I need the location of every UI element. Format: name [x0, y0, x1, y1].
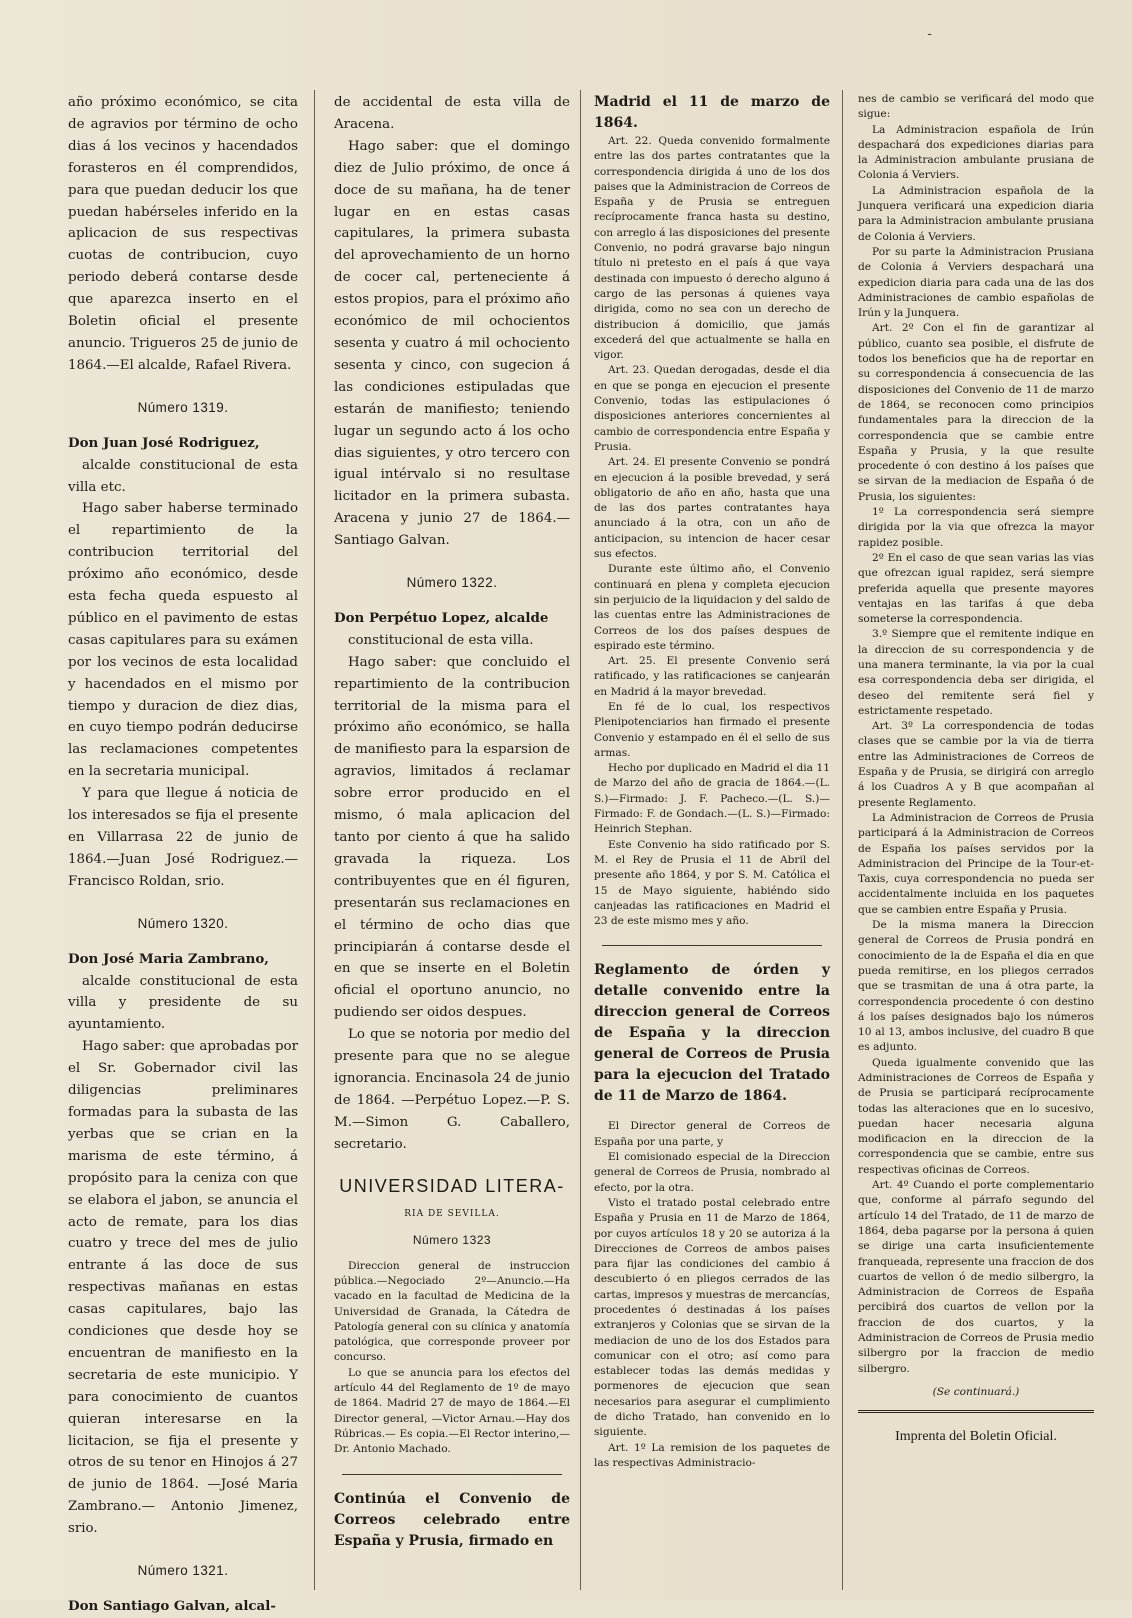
article-text: La Administracion española de la Junquera verificará una expedicion diaria para la Administracion ambulante prusiana de Colonia á Verviers. — [858, 184, 1094, 243]
article-text: Art. 4º Cuando el porte complementario que, conforme al párrafo segundo del artículo 14 del Tratado, de 11 de marzo de 1864, deba pagarse por la persona á quien se dirige una carta insuficientemente franqueada, represente una fraccion de dos cuartos de vellon ó de medio silbergro, la Administracion de Correos de España percibirá dos cuartos de vellon por la fraccion de dos cuartos, y la Administracion de Correos de Prusia medio silbergro por la fraccion de medio silbergro. — [858, 1179, 1094, 1375]
section-title: Madrid el 11 de marzo de 1864. — [594, 94, 830, 131]
article-text: La Administracion española de Irún despachará dos expediciones diarias para la Administracion ambulante prusiana de Colonia á Verviers. — [858, 123, 1094, 182]
official-role: constitucional de esta villa. — [348, 632, 534, 648]
column-4 — [858, 92, 1094, 1600]
article-text: Art. 23. Quedan derogadas, desde el dia en que se ponga en ejecucion el presente Convenio, todas las estipulaciones ó disposiciones anteriores concernientes al cambio de correspondencia entre España y Prusia. — [594, 364, 830, 453]
article-text: Por su parte la Administracion Prusiana de Colonia á Verviers despachará una expedicion diaria para cada una de las dos Administraciones de cambio españolas de Irún y la Junquera. — [858, 245, 1094, 320]
article-text: Art. 25. El presente Convenio será ratificado, y las ratificaciones se canjearán en Madrid á la mayor brevedad. — [594, 655, 830, 698]
section-title: Continúa el Convenio de Correos celebrado entre España y Prusia, firmado en — [334, 1490, 570, 1549]
article-text: Art. 1º La remision de los paquetes de las respectivas Administracio- — [594, 1441, 830, 1469]
article-text: En fé de lo cual, los respectivos Plenipotenciarios han firmado el presente Convenio y estampado en él el sello de sus armas. — [594, 700, 830, 759]
article-text: Hecho por duplicado en Madrid el dia 11 de Marzo del año de gracia de 1864.—(L. S.)—Firmado: J. F. Pacheco.—(L. S.)—Firmado: F. de Gondach.—(L. S.)—Firmado: Heinrich Stephan. — [594, 762, 830, 836]
section-title: Reglamento de órden y detalle convenido entre la direccion general de Correos de España y la direccion general de Correos de Prusia para la ejecucion del Tratado de 11 de Marzo de 1864. — [594, 962, 830, 1105]
article-text: Este Convenio ha sido ratificado por S. M. el Rey de Prusia el 11 de Abril del presente año 1864, y por S. M. Católica el 15 de Mayo siguiente, habiéndo sido canjeadas las ratificaciones en Madrid el 23 de este mismo mes y año. — [594, 838, 830, 928]
official-role: alcalde constitucional de esta villa y presidente de su ayuntamiento. — [68, 973, 298, 1033]
page-mark: - — [927, 26, 932, 42]
announcement-text: Hago saber: que concluido el repartimiento de la contribucion territorial de la misma para el próximo año económico, se halla de manifiesto para la esparsion de agravios, limitados á reclamar sobre error producido en el mismo, ó mala aplicacion del tanto por ciento á que ha salido gravada la riqueza. Los contribuyentes que en él figuren, presentarán sus reclamaciones en el término de ocho dias que principiarán á contarse desde el en que se inserte en el Boletin oficial el oportuno anuncio, no pudiendo ser oidos despues. — [334, 654, 570, 1021]
article-text: Visto el tratado postal celebrado entre España y Prusia en 11 de Marzo de 1864, por cuyos artículos 18 y 20 se autoriza á la Direcciones de Correos de ambos paises para fijar las condiciones del cambio á descubierto ó en pliegos cerrados de las cartas, impresos y muestras de mercancías, procedentes ó destinadas á los países extranjeros y Colonias que se sirvan de la mediacion de uno de los dos Estados para comunicar con el otro; así como para establecer todas las demás medidas y pormenores de ejecucion que sean necesarios para asegurar el cumplimiento de dicho Tratado, han convenido en lo siguiente. — [594, 1196, 830, 1439]
university-heading: UNIVERSIDAD LITERA- — [339, 1175, 565, 1196]
announcement-number: Número 1322. — [406, 575, 498, 591]
official-name: Don Juan José Rodriguez, — [68, 434, 260, 451]
section-divider — [342, 1474, 562, 1475]
column-1 — [68, 92, 298, 1614]
article-text: 3.º Siempre que el remitente indique en la direccion de su correspondencia y de una manera terminante, la via por la cual esa correspondencia deba ser dirigida, el deseo del remitente será fiel y estrictamente respetado. — [858, 628, 1094, 717]
footer-divider — [858, 1410, 1094, 1413]
article-text: La Administracion de Correos de Prusia participará á la Administracion de Correos de España los países servidos por la Administracion del Principe de la Tour-et-Taxis, cuya correspondencia no pueda ser accidentalmente incluida en los paquetes que se cambien entre España y Prusia. — [858, 811, 1094, 916]
announcement-text: Lo que se notoria por medio del presente para que no se alegue ignorancia. Encinasola 24 de junio de 1864. —Perpétuo Lopez.—P. S. M.—Simon G. Caballero, secretario. — [334, 1027, 570, 1152]
announcement-text: de accidental de esta villa de Aracena. — [334, 95, 570, 132]
announcement-text: Hago saber haberse terminado el repartimiento de la contribucion territorial del próximo año económico, desde esta fecha queda espuesto al público en el pavimento de estas casas capitulares para su exámen por los vecinos de esta localidad y hacendados en el mismo por tiempo y duracion de diez dias, en cuyo tiempo podrán deducirse las reclamaciones competentes en la secretaria municipal. — [68, 501, 298, 780]
official-role: alcalde constitucional de esta villa etc. — [68, 457, 298, 495]
section-divider — [602, 945, 822, 946]
column-3 — [594, 92, 830, 1600]
article-text: Art. 2º Con el fin de garantizar al público, cuanto sea posible, el disfrute de todos los beneficios que ha de reportar en su correspondencia á consecuencia de las disposiciones del Convenio de 11 de marzo de 1864, se reconocen como principios fundamentales para la direccion de la correspondencia que se cambie entre España y Prusia, y la que resulte procedente ó con destino á los países que se sirvan de la mediacion de España ó de Prusia, los siguientes: — [858, 322, 1094, 503]
announcement-text: Direccion general de instruccion pública.—Negociado 2º—Anuncio.—Ha vacado en la facultad de Medicina de la Universidad de Granada, la Cátedra de Patología general con su clínica y anatomía patológica, que corresponde proveer por concurso. — [334, 1259, 570, 1364]
continuation-note: (Se continuará.) — [932, 1385, 1020, 1398]
announcement-number: Número 1320. — [137, 915, 229, 931]
announcement-number: Número 1323 — [412, 1233, 492, 1248]
article-text: Art. 22. Queda convenido formalmente entre las dos partes contratantes que la correspondencia dirigida á uno de los dos paises que la Administracion de Correos de España y de Prusia se entreguen recíprocamente franca hasta su destino, con arreglo á las disposiciones del presente Convenio, no podrá gravarse bajo ningun título ni pretesto en el país á que vaya destinada con impuesto ó derecho alguno á cargo de las personas á quienes vaya dirigida, como no sea con un derecho de distribucion á domicilio, que jamás excederá del que actualmente se halla en vigor. — [594, 135, 830, 362]
official-name: Don Santiago Galvan, alcal- — [68, 1598, 276, 1614]
announcement-text: año próximo económico, se cita de agravios por término de ocho dias á los vecinos y hacendados forasteros en él comprendidos, para que puedan deducir los que puedan habérseles inferido en la aplicacion de sus respectivas cuotas de contribucion, cuyo periodo deberá contarse desde que aparezca inserto en el Boletin oficial el presente anuncio. Trigueros 25 de junio de 1864.—El alcalde, Rafael Rivera. — [68, 95, 298, 373]
column-rule — [842, 90, 843, 1590]
official-name: Don José Maria Zambrano, — [68, 950, 269, 967]
announcement-text: Hago saber: que aprobadas por el Sr. Gobernador civil las diligencias preliminares formadas para la subasta de las yerbas que se crian en la marisma de este término, á propósito para la ceniza con que se elabora el jabon, se anuncia el acto de remate, para los dias cuatro y trece del mes de julio entrante á las doce de sus respectivas mañanas en estas casas capitulares, bajo las condiciones que desde hoy se encuentran de manifiesto en la secretaria de este municipio. Y para conocimiento de cuantos quieran interesarse en la licitacion, se fija el presente y otros de su tenor en Hinojos á 27 de junio de 1864. —José Maria Zambrano.— Antonio Jimenez, srio. — [68, 1039, 298, 1537]
announcement-text: Hago saber: que el domingo diez de Julio próximo, de once á doce de su mañana, ha de tener lugar en en estas casas capitulares, la primera subasta del aprovechamiento de un horno de cocer cal, perteneciente á estos propios, para el próximo año económico de mil ochocientos sesenta y cuatro á mil ochociento sesenta y cinco, con sugecion á las condiciones estipuladas que estarán de manifiesto; teniendo lugar un segundo acto á los ocho dias siguientes, y otro tercero con igual intérvalo si no resultase licitador en la primera subasta. Aracena y junio 27 de 1864.—Santiago Galvan. — [334, 138, 570, 549]
article-text: Art. 3º La correspondencia de todas clases que se cambie por la via de tierra entre las Administraciones de Correos de España y de Prusia, se dirigirá con arreglo á los Cuadros A y B que acompañan al presente Reglamento. — [858, 720, 1094, 809]
announcement-text: Lo que se anuncia para los efectos del artículo 44 del Reglamento de 1º de mayo de 1864. Madrid 27 de mayo de 1864.—El Director general, —Victor Arnau.—Hay dos Rúbricas.— Es copia.—El Rector interino,—Dr. Antonio Machado. — [334, 1366, 570, 1456]
article-text: El comisionado especial de la Direccion general de Correos de Prusia, nombrado al efecto, por la otra. — [594, 1151, 830, 1194]
article-text: Queda igualmente convenido que las Administraciones de Correos de España y de Prusia se participará recíprocamente todas las alteraciones que en lo sucesivo, puedan hacer necesaria alguna modificacion en la direccion de la correspondencia que se cambie, entre sus respectivas oficinas de Correos. — [858, 1056, 1094, 1176]
column-2 — [334, 92, 570, 1600]
column-rule — [314, 90, 315, 1590]
article-text: nes de cambio se verificará del modo que sigue: — [858, 93, 1094, 121]
announcement-text: Y para que llegue á noticia de los interesados se fija el presente en Villarrasa 22 de junio de 1864.—Juan José Rodriguez.—Francisco Roldan, srio. — [68, 786, 298, 889]
article-text: Art. 24. El presente Convenio se pondrá en ejecucion á la posible brevedad, y será obligatorio de año en año, hasta que una de las dos partes contratantes haya anunciado á la otra, con un año de anticipacion, su intencion de hacer cesar sus efectos. — [594, 456, 830, 561]
announcement-number: Número 1321. — [137, 1563, 229, 1579]
official-name: Don Perpétuo Lopez, alcalde — [334, 609, 549, 626]
article-text: De la misma manera la Direccion general de Correos de Prusia pondrá en conocimiento de la de España el dia en que pueda remitirse, en los pliegos cerrados que se trasmitan de una á otra parte, la correspondencia procedente ó con destino á los países designados bajo los números 10 al 13, ambos inclusive, del cuadro B que es adjunto. — [858, 919, 1094, 1054]
imprint-line: Imprenta del Boletin Oficial. — [895, 1429, 1057, 1445]
column-rule — [580, 90, 581, 1590]
article-text: 1º La correspondencia será siempre dirigida por la via que ofrezca la mayor rapidez posible. — [858, 506, 1094, 549]
article-text: 2º En el caso de que sean varias las vias que ofrezcan igual rapidez, será siempre preferida aquella que presente mayores ventajas en las tarifas á que deba someterse la correspondencia. — [858, 551, 1094, 626]
article-text: Durante este último año, el Convenio continuará en plena y completa ejecucion sin perjuicio de la liquidacion y del saldo de las cuentas entre las Administraciones de Correos de los dos países despues de espirado este término. — [594, 563, 830, 652]
university-subheading: RIA DE SEVILLA. — [404, 1208, 500, 1219]
announcement-number: Número 1319. — [137, 399, 229, 415]
article-text: El Director general de Correos de España por una parte, y — [594, 1120, 830, 1148]
